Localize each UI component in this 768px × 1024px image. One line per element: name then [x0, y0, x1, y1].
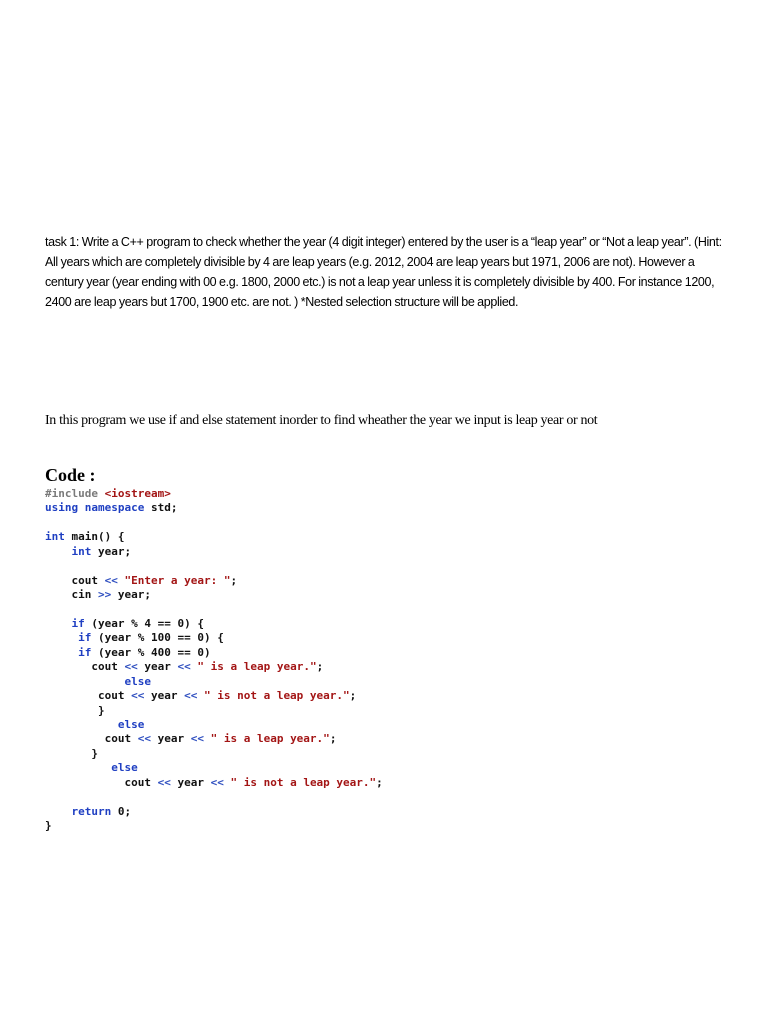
code-token: year; — [111, 588, 151, 602]
code-line — [45, 689, 383, 703]
code-line — [45, 819, 383, 833]
code-token: year — [144, 689, 185, 703]
code-token — [45, 805, 72, 818]
code-token: ; — [376, 775, 383, 789]
code-token: 0; — [111, 804, 132, 818]
code-keyword: int — [45, 530, 65, 544]
code-token: << — [104, 573, 118, 587]
code-token: ; — [349, 689, 357, 703]
code-keyword: using — [45, 501, 85, 515]
code-token: << — [184, 689, 198, 703]
code-keyword: if — [78, 631, 92, 645]
code-line — [45, 805, 383, 819]
code-heading: Code : — [45, 465, 96, 485]
code-token — [45, 675, 124, 688]
code-token — [45, 761, 111, 774]
code-token: cout — [45, 689, 132, 703]
code-token: year; — [91, 544, 132, 558]
code-line — [45, 718, 383, 732]
code-token: << — [190, 732, 204, 746]
code-string: " is not a leap year." — [230, 775, 377, 789]
code-token: } — [45, 819, 52, 833]
code-token: cout — [45, 732, 138, 746]
code-string: " is a leap year." — [197, 660, 317, 674]
code-token — [45, 718, 118, 731]
code-token: } — [45, 703, 105, 717]
code-keyword: if — [78, 645, 92, 659]
code-token: cout — [45, 573, 105, 587]
code-token: (year % 400 == 0) — [91, 645, 211, 659]
code-line — [45, 574, 383, 588]
code-token — [204, 732, 211, 745]
program-explanation: In this program we use if and else statement inorder to find wheather the year we input is leap year or not — [45, 413, 598, 428]
code-token: year — [150, 732, 191, 746]
code-line — [45, 545, 383, 559]
code-token: } — [45, 746, 98, 760]
code-line — [45, 675, 383, 689]
code-token — [45, 646, 78, 659]
code-token — [197, 689, 204, 702]
code-token: << — [210, 775, 224, 789]
code-token: ; — [316, 660, 324, 674]
code-string: " is a leap year." — [210, 732, 330, 746]
code-line — [45, 588, 383, 602]
code-token: ; — [230, 573, 238, 587]
code-line — [45, 761, 383, 775]
code-block — [45, 487, 383, 834]
code-token: <iostream> — [104, 487, 171, 500]
code-token: main() { — [64, 530, 125, 544]
code-keyword: else — [111, 761, 138, 775]
code-keyword: else — [124, 674, 151, 688]
code-token: cout — [45, 775, 158, 789]
code-token: year — [137, 660, 178, 674]
code-line — [45, 530, 383, 544]
code-token: cout — [45, 660, 125, 674]
code-line — [45, 631, 383, 645]
code-token — [45, 545, 72, 558]
code-token — [45, 631, 78, 644]
code-line — [45, 487, 383, 501]
code-token: #include — [45, 487, 105, 500]
code-line — [45, 747, 383, 761]
code-line — [45, 732, 383, 746]
code-token: << — [157, 775, 171, 789]
code-line — [45, 704, 383, 718]
code-token: >> — [97, 588, 112, 602]
code-keyword: else — [117, 718, 145, 731]
task-description: task 1: Write a C++ program to check whether the year (4 digit integer) entered by the user is a “leap year” or “Not a leap year”. (Hint: All years which are completely divisible by 4 are leap years (e.g. 2012, 2004 are leap years but 1971, 2006 are not). However a century year (year ending with 00 e.g. 1800, 2000 etc.) is not a leap year unless it is completely divisible by 400. For instance 1200, 2400 are leap years but 1700, 1900 etc. are not. ) *Nested selection structure will be applied. — [45, 235, 722, 309]
code-token: << — [137, 732, 151, 746]
code-token: (year % 4 == 0) { — [84, 616, 204, 630]
code-line — [45, 603, 383, 617]
code-keyword: namespace — [84, 501, 145, 515]
code-string: " is not a leap year." — [203, 689, 350, 703]
code-keyword: int — [71, 544, 92, 558]
code-line — [45, 617, 383, 631]
code-token: (year % 100 == 0) { — [91, 631, 224, 645]
code-line — [45, 559, 383, 573]
code-token: << — [124, 660, 138, 674]
code-line — [45, 646, 383, 660]
code-token: cin — [45, 588, 98, 602]
code-line — [45, 790, 383, 804]
code-line — [45, 776, 383, 790]
code-keyword: if — [71, 616, 85, 630]
code-line — [45, 501, 383, 515]
code-line — [45, 516, 383, 530]
code-token: ; — [329, 732, 337, 746]
code-keyword: return — [71, 804, 112, 818]
code-string: "Enter a year: " — [124, 573, 231, 587]
code-token: << — [131, 689, 145, 703]
code-token: std; — [144, 501, 178, 515]
code-token: << — [177, 660, 191, 674]
code-line — [45, 660, 383, 674]
code-token — [45, 617, 72, 630]
code-token: year — [170, 775, 211, 789]
